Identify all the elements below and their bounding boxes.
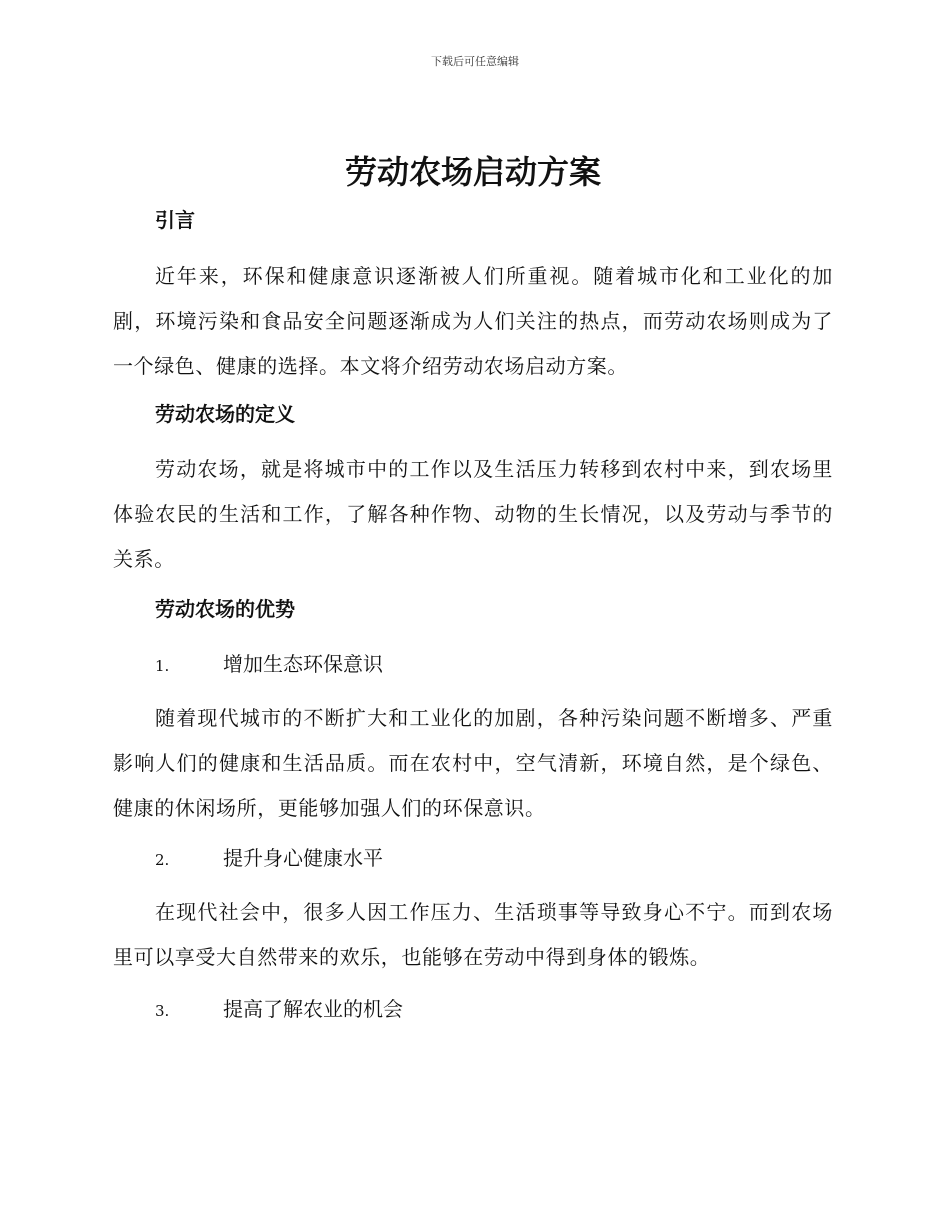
advantage-paragraph-1: 随着现代城市的不断扩大和工业化的加剧，各种污染问题不断增多、严重影响人们的健康和生活品质。而在农村中，空气清新，环境自然，是个绿色、健康的休闲场所，更能够加强人们的环保意识。 [113,706,833,820]
header-note: 下载后可任意编辑 [431,55,519,68]
section-heading-definition: 劳动农场的定义 [155,402,295,426]
list-title: 提高了解农业的机会 [223,997,403,1021]
list-number: 2. [155,851,170,869]
advantage-paragraph-2: 在现代社会中，很多人因工作压力、生活琐事等导致身心不宁。而到农场里可以享受大自然带来的欢乐，也能够在劳动中得到身体的锻炼。 [113,900,833,969]
advantage-item-1 [113,649,875,681]
list-title: 增加生态环保意识 [223,652,383,676]
section-heading-intro: 引言 [155,208,195,232]
document-title: 劳动农场启动方案 [344,153,601,191]
section-paragraph-definition: 劳动农场，就是将城市中的工作以及生活压力转移到农村中来，到农场里体验农民的生活和工作，了解各种作物、动物的生长情况，以及劳动与季节的关系。 [113,457,833,571]
list-title: 提升身心健康水平 [223,846,383,870]
list-number: 3. [155,1002,170,1020]
advantage-item-3 [113,994,875,1026]
section-paragraph-intro: 近年来，环保和健康意识逐渐被人们所重视。随着城市化和工业化的加剧，环境污染和食品安全问题逐渐成为人们关注的热点，而劳动农场则成为了一个绿色、健康的选择。本文将介绍劳动农场启动方案。 [113,264,833,378]
section-heading-advantages: 劳动农场的优势 [155,597,295,621]
list-number: 1. [155,657,170,675]
advantage-item-2 [113,843,875,875]
